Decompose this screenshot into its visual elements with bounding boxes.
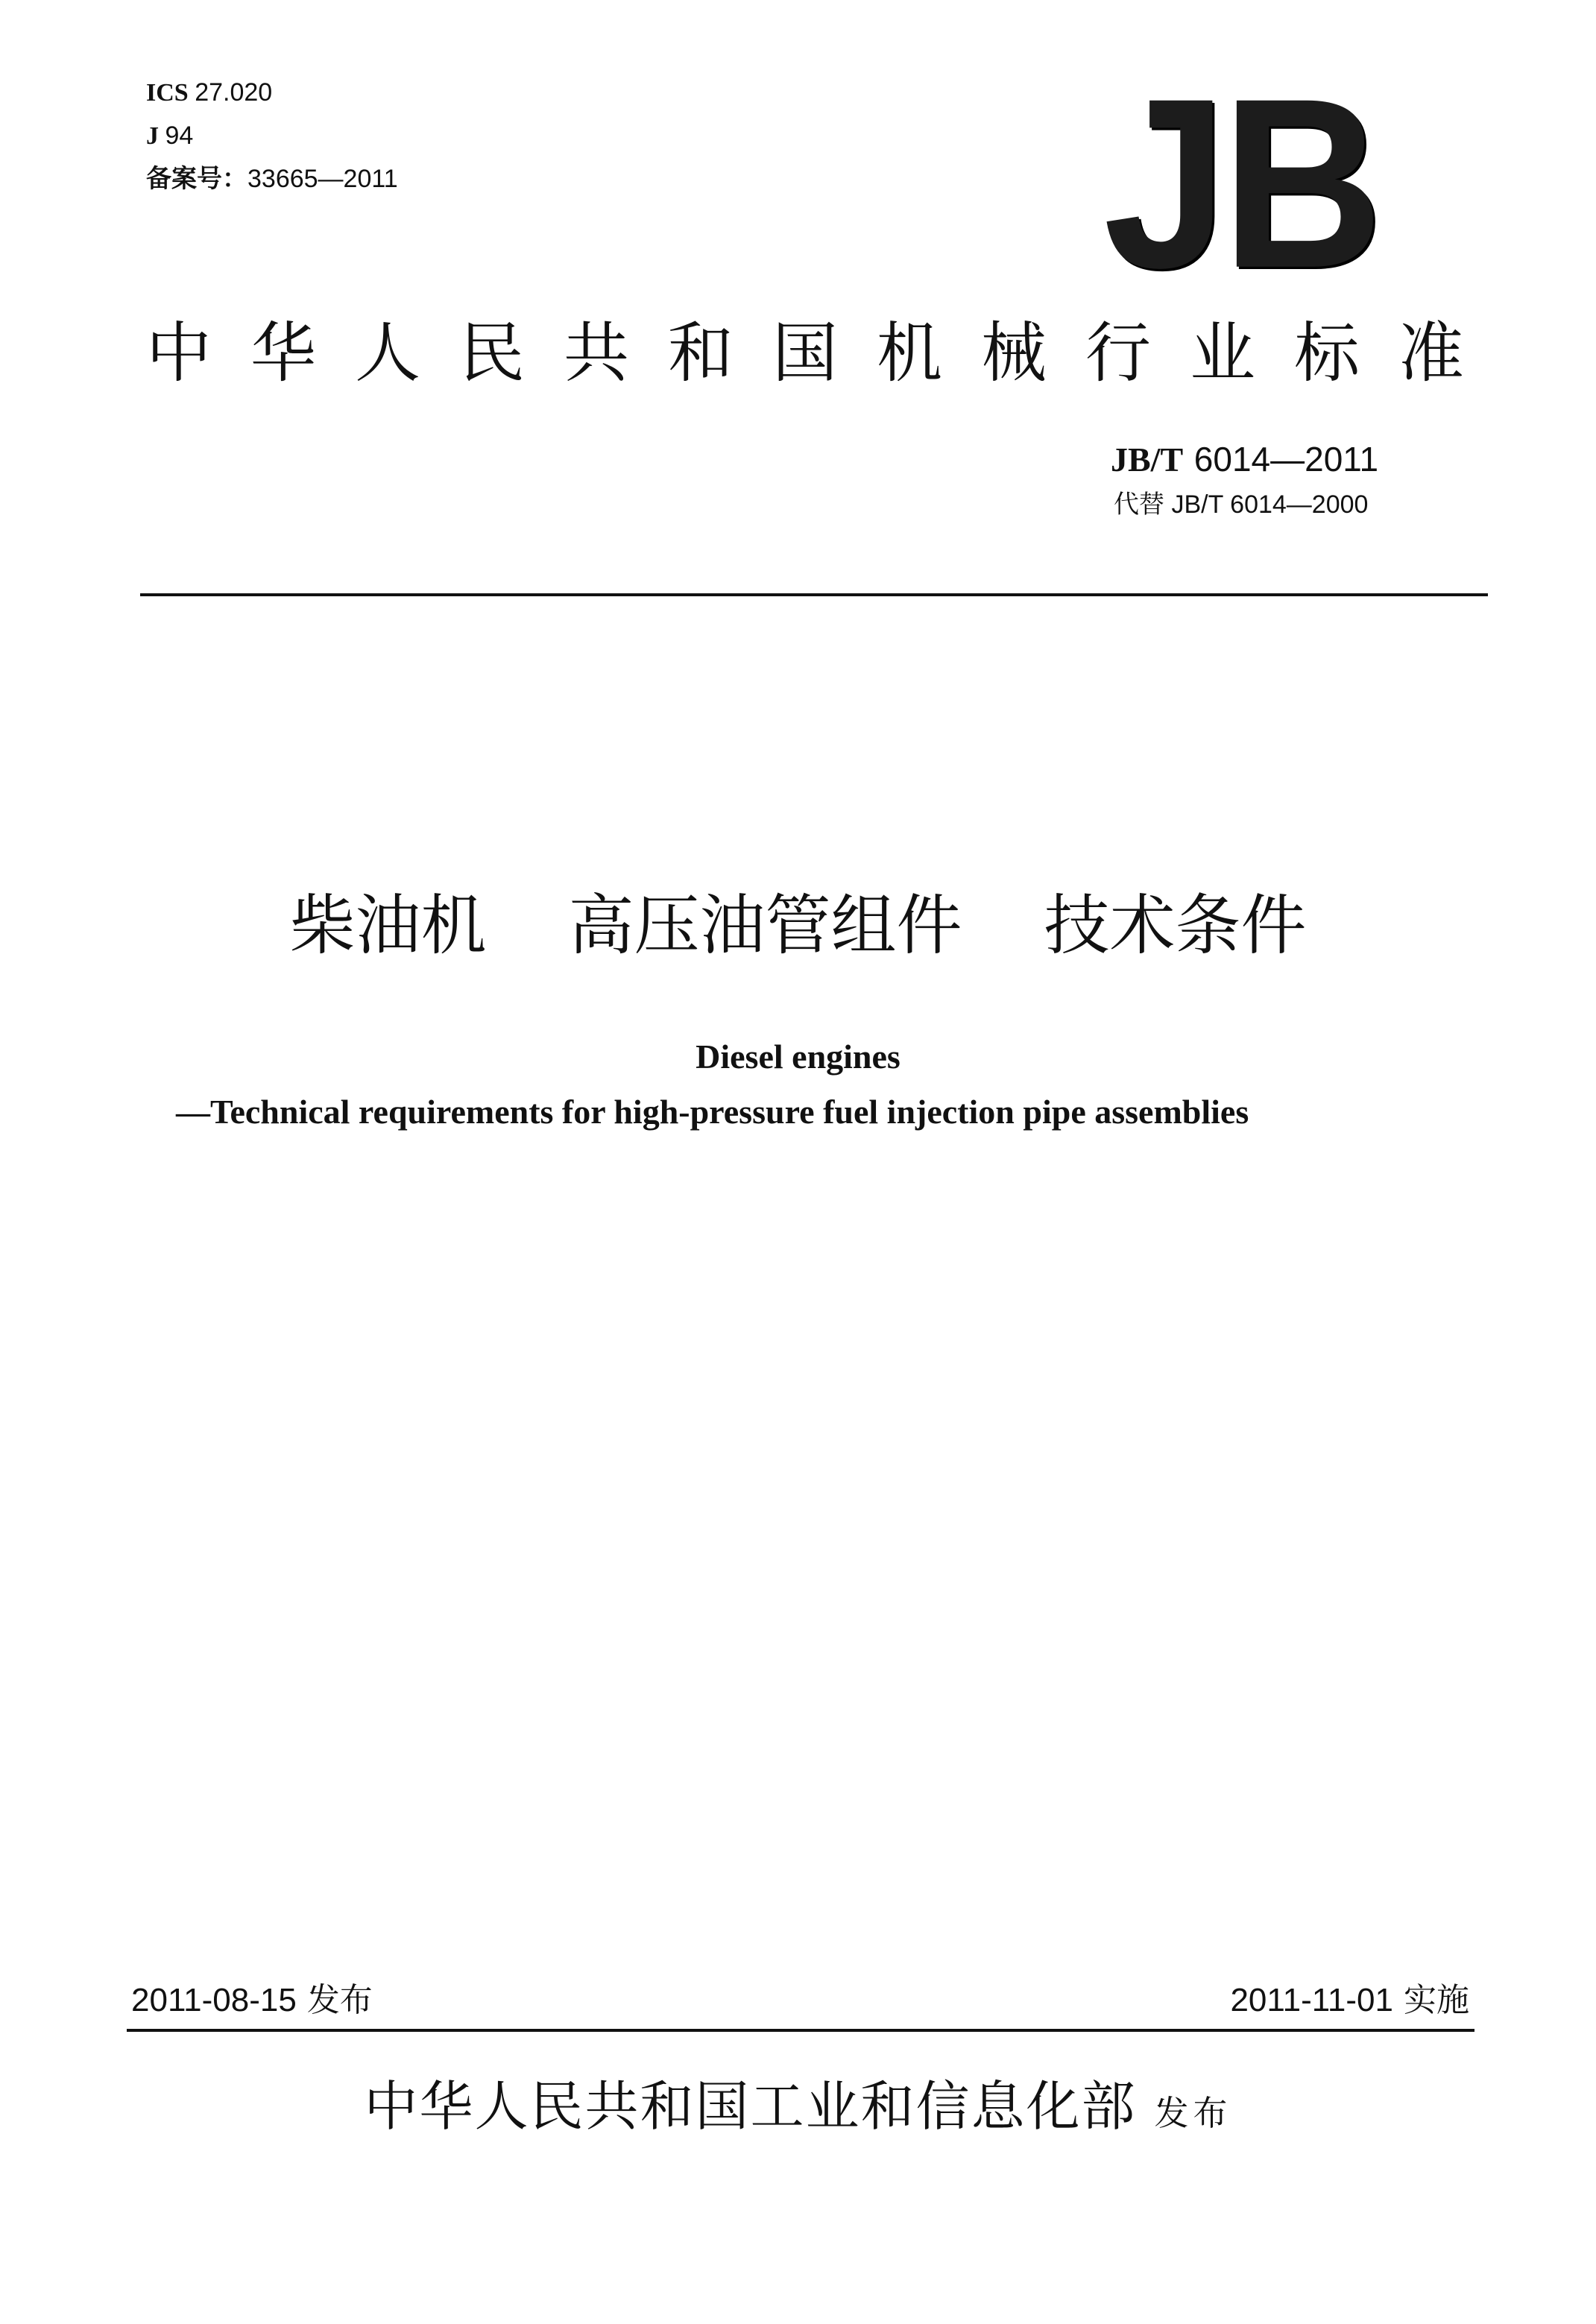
industry-standard-title: 中华人民共和国机械行业标准 [146, 315, 1504, 391]
chinese-title-part-2: 高压油管组件 [568, 887, 962, 964]
replaces-standard: 代替 JB/T 6014—2000 [1114, 490, 1369, 519]
chinese-title [0, 885, 1596, 966]
standard-number-prefix: JB/T [1111, 441, 1184, 479]
record-value: 33665—2011 [247, 165, 398, 193]
standard-number [1111, 438, 1378, 481]
implementation-date [1230, 1980, 1469, 2021]
english-title-line-2: —Technical requirements for high-pressure fuel injection pipe assemblies [176, 1093, 1249, 1131]
jb-logo: JB [1103, 47, 1378, 318]
implementation-date-label: 实施 [1404, 1981, 1469, 2019]
standard-number-value: 6014—2011 [1193, 440, 1379, 479]
footer-divider [127, 2029, 1474, 2032]
ics-code [146, 78, 272, 108]
chinese-title-part-3: 技术条件 [1044, 887, 1307, 964]
classification-code [146, 121, 193, 151]
issue-date-label: 发布 [306, 1981, 373, 2019]
issuer-suffix: 发布 [1154, 2093, 1232, 2133]
record-number [146, 164, 398, 194]
header-divider [140, 593, 1488, 596]
ics-label: ICS [146, 79, 189, 107]
issuing-authority [0, 2072, 1596, 2147]
record-label: 备案号： [146, 164, 247, 194]
ics-value: 27.020 [195, 78, 273, 107]
class-label: J [146, 122, 159, 150]
chinese-title-part-1: 柴油机 [289, 887, 487, 964]
issue-date [131, 1980, 373, 2021]
issuer-name: 中华人民共和国工业和信息化部 [364, 2075, 1137, 2138]
english-title-line-1: Diesel engines [696, 1038, 900, 1076]
issue-date-value: 2011-08-15 [131, 1982, 297, 2018]
implementation-date-value: 2011-11-01 [1230, 1982, 1393, 2018]
class-value: 94 [165, 121, 194, 150]
